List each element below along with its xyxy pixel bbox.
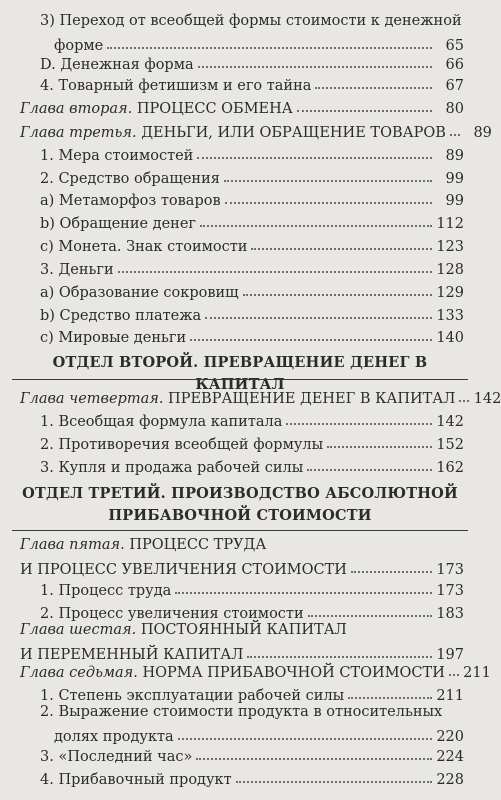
toc-entry-title: 2. Процесс увеличения стоимости (40, 606, 304, 622)
toc-entry-title: 2. Противоречия всеобщей формулы (40, 437, 324, 453)
page-number: 66 (445, 57, 464, 73)
toc-entry-title: 3. Купля и продажа рабочей силы (40, 460, 304, 476)
leader-dots (197, 157, 432, 159)
leader-dots (286, 423, 432, 425)
section-heading (16, 483, 464, 527)
page-number: 128 (436, 262, 464, 278)
toc-entry (40, 701, 464, 745)
toc-entry (40, 743, 464, 765)
page-number: 67 (445, 78, 464, 94)
toc-entry (40, 454, 464, 476)
leader-dots (175, 592, 432, 594)
toc-entry (40, 10, 464, 54)
toc-entry-title: c) Монета. Знак стоимости (40, 239, 248, 255)
chapter-label: Глава четвертая. (20, 391, 164, 407)
leader-dots (459, 400, 469, 402)
toc-entry-title: 4. Прибавочный продукт (40, 772, 232, 788)
page-number: 173 (436, 562, 464, 578)
page-number: 80 (445, 101, 464, 117)
chapter-title: ПРЕВРАЩЕНИЕ ДЕНЕГ В КАПИТАЛ (168, 391, 456, 407)
chapter-title: ПРОЦЕСС ОБМЕНА (136, 101, 293, 117)
toc-entry (40, 210, 464, 232)
toc-entry-title: a) Образование сокровищ (40, 285, 239, 301)
page-number: 89 (473, 125, 492, 141)
leader-dots (198, 66, 432, 68)
chapter-label: Глава пятая. (20, 537, 125, 553)
chapter-label: Глава шестая. (20, 622, 137, 638)
toc-chapter-entry (20, 619, 464, 663)
page-number: 142 (436, 414, 464, 430)
page-number: 112 (436, 216, 464, 232)
page-number: 99 (445, 193, 464, 209)
toc-entry-title: 1. Процесс труда (40, 583, 172, 599)
toc-entry-title: b) Обращение денег (40, 216, 197, 232)
toc-entry-title: 1. Мера стоимостей (40, 148, 194, 164)
page-number: 220 (436, 729, 464, 745)
leader-dots (200, 225, 432, 227)
leader-dots (449, 674, 459, 676)
toc-entry-title: 3. «Последний час» (40, 749, 193, 765)
leader-dots (224, 180, 432, 182)
page-number: 228 (436, 772, 464, 788)
toc-entry (40, 431, 464, 453)
toc-entry (40, 72, 464, 94)
toc-entry-title: 1. Степень эксплуатации рабочей силы (40, 688, 345, 704)
leader-dots (297, 110, 432, 112)
toc-entry-title: 3) Переход от всеобщей формы стоимости к денежной (40, 13, 462, 29)
toc-entry (40, 233, 464, 255)
toc-chapter-entry (20, 534, 464, 578)
section-heading-line: ПРИБАВОЧНОЙ СТОИМОСТИ (108, 507, 372, 524)
section-divider (12, 530, 468, 531)
toc-entry-title: 4. Товарный фетишизм и его тайна (40, 78, 312, 94)
toc-entry-title: 2. Выражение стоимости продукта в относительных (40, 704, 443, 720)
toc-chapter-entry (20, 385, 501, 407)
toc-entry (40, 766, 464, 788)
toc-chapter-entry (20, 95, 464, 117)
leader-dots (327, 446, 432, 448)
leader-dots (118, 271, 432, 273)
page-number: 211 (436, 688, 464, 704)
page-number: 65 (445, 38, 464, 54)
leader-dots (205, 317, 432, 319)
toc-entry-title: D. Денежная форма (40, 57, 194, 73)
chapter-label: Глава седьмая. (20, 665, 138, 681)
leader-dots (351, 571, 432, 573)
toc-entry-title-cont: долях продукта (54, 729, 174, 745)
leader-dots (307, 469, 432, 471)
leader-dots (348, 697, 432, 699)
page-number: 133 (436, 308, 464, 324)
section-heading: ОТДЕЛ ВТОРОЙ. ПРЕВРАЩЕНИЕ ДЕНЕГ В КАПИТАЛ (52, 354, 428, 393)
chapter-title: ПРОЦЕСС ТРУДА (129, 537, 267, 553)
page-number: 173 (436, 583, 464, 599)
page-number: 211 (463, 665, 491, 681)
page-number: 197 (436, 647, 464, 663)
leader-dots (251, 248, 432, 250)
toc-entry (40, 256, 464, 278)
leader-dots (450, 134, 460, 136)
toc-entry (40, 408, 464, 430)
toc-entry (40, 165, 464, 187)
toc-entry (40, 577, 464, 599)
chapter-title: ПОСТОЯННЫЙ КАПИТАЛ (140, 622, 347, 638)
page-number: 162 (436, 460, 464, 476)
toc-entry-title: c) Мировые деньги (40, 330, 187, 346)
toc-entry (40, 279, 464, 301)
page-number: 140 (436, 330, 464, 346)
toc-chapter-entry (20, 119, 492, 141)
chapter-title-cont: И ПЕРЕМЕННЫЙ КАПИТАЛ (20, 647, 244, 663)
toc-entry-title-cont: форме (54, 38, 104, 54)
page-number: 99 (445, 171, 464, 187)
leader-dots (190, 339, 432, 341)
toc-entry-title: a) Метаморфоз товаров (40, 193, 221, 209)
leader-dots (315, 87, 432, 89)
leader-dots (236, 781, 432, 783)
page-number: 142 (473, 391, 501, 407)
toc-entry (40, 187, 464, 209)
page-number: 224 (436, 749, 464, 765)
toc-entry-title: b) Средство платежа (40, 308, 202, 324)
leader-dots (107, 47, 432, 49)
leader-dots (243, 294, 432, 296)
toc-entry (40, 142, 464, 164)
page-number: 152 (436, 437, 464, 453)
toc-entry-title: 1. Всеобщая формула капитала (40, 414, 283, 430)
chapter-label: Глава третья. (20, 125, 137, 141)
leader-dots (225, 202, 432, 204)
chapter-title: ДЕНЬГИ, ИЛИ ОБРАЩЕНИЕ ТОВАРОВ (141, 125, 446, 141)
chapter-title-cont: И ПРОЦЕСС УВЕЛИЧЕНИЯ СТОИМОСТИ (20, 562, 347, 578)
leader-dots (308, 615, 432, 617)
page-number: 183 (436, 606, 464, 622)
page-number: 129 (436, 285, 464, 301)
section-divider (12, 379, 468, 380)
section-heading-line: ОТДЕЛ ТРЕТИЙ. ПРОИЗВОДСТВО АБСОЛЮТНОЙ (22, 485, 458, 502)
toc-entry-title: 3. Деньги (40, 262, 114, 278)
page-number: 123 (436, 239, 464, 255)
chapter-label: Глава вторая. (20, 101, 133, 117)
toc-chapter-entry (20, 659, 491, 681)
toc-entry (40, 302, 464, 324)
toc-entry (40, 51, 464, 73)
leader-dots (178, 738, 432, 740)
leader-dots (247, 656, 432, 658)
chapter-title: НОРМА ПРИБАВОЧНОЙ СТОИМОСТИ (142, 665, 445, 681)
leader-dots (196, 758, 432, 760)
page-number: 89 (445, 148, 464, 164)
toc-entry-title: 2. Средство обращения (40, 171, 220, 187)
toc-entry (40, 324, 464, 346)
